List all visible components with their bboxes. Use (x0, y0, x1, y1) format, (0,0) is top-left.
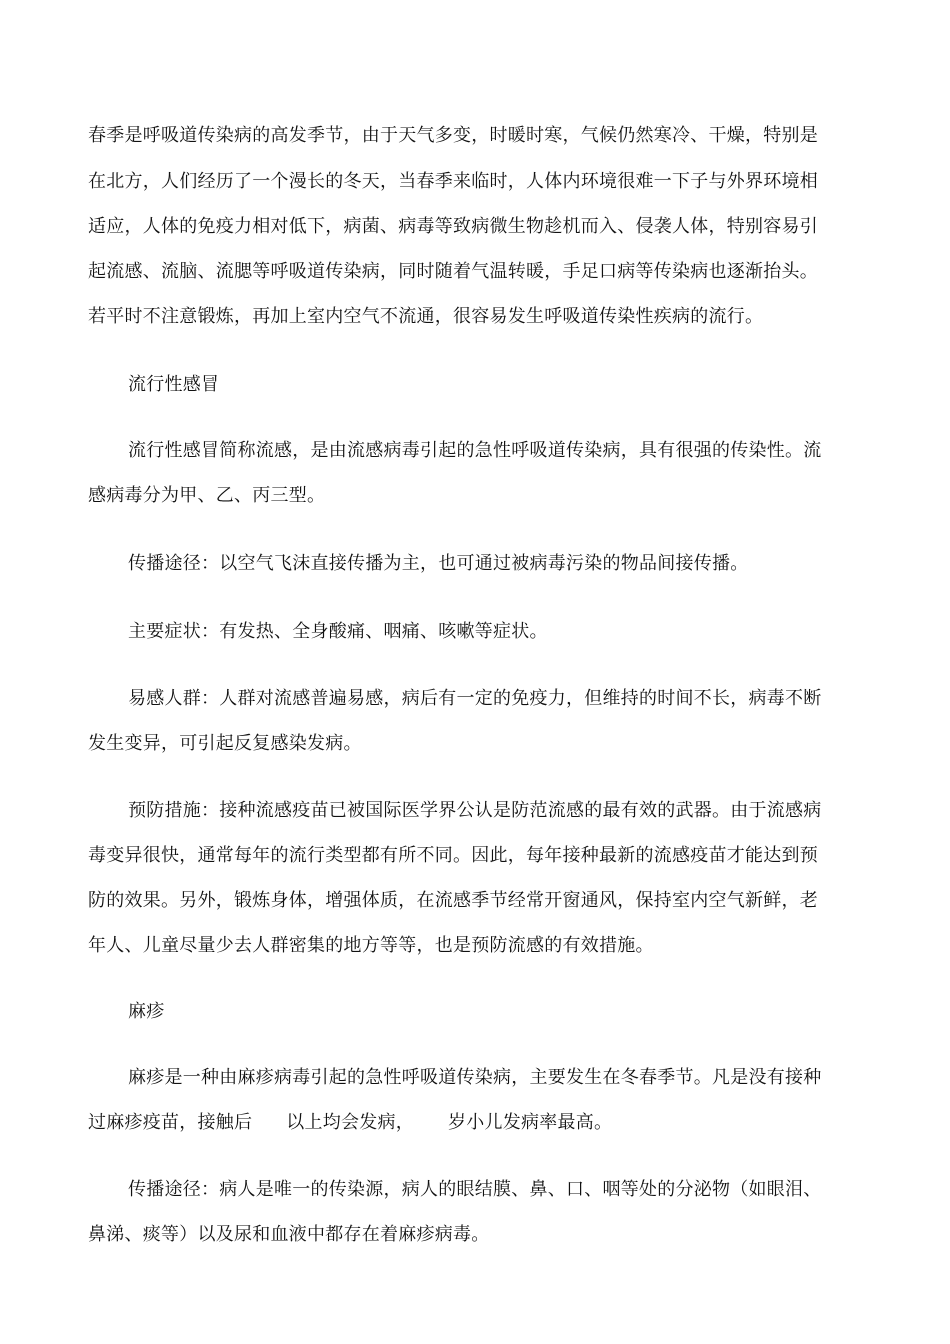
intro-line-4: 起流感、流脑、流腮等呼吸道传染病，同时随着气温转暖，手足口病等传染病也逐渐抬头。 (88, 261, 818, 282)
measles-transmission-line-2: 鼻涕、痰等）以及尿和血液中都存在着麻疹病毒。 (88, 1224, 490, 1245)
intro-line-3: 适应，人体的免疫力相对低下，病菌、病毒等致病微生物趁机而入、侵袭人体，特别容易引 (88, 216, 818, 237)
flu-susceptible-line-1: 易感人群：人群对流感普遍易感，病后有一定的免疫力，但维持的时间不长，病毒不断 (128, 688, 822, 709)
measles-description-line-2 (88, 1111, 612, 1135)
flu-transmission-line-1: 传播途径：以空气飞沫直接传播为主，也可通过被病毒污染的物品间接传播。 (128, 553, 749, 574)
flu-prevention-line-3: 防的效果。另外，锻炼身体，增强体质，在流感季节经常开窗通风，保持室内空气新鲜，老 (88, 890, 818, 911)
flu-symptoms-line-1: 主要症状：有发热、全身酸痛、咽痛、咳嗽等症状。 (128, 621, 548, 642)
intro-line-5: 若平时不注意锻炼，再加上室内空气不流通，很容易发生呼吸道传染性疾病的流行。 (88, 306, 764, 327)
intro-line-2: 在北方，人们经历了一个漫长的冬天，当春季来临时，人体内环境很难一下子与外界环境相 (88, 171, 818, 192)
measles-heading: 麻疹 (128, 1001, 165, 1022)
flu-prevention-line-2: 毒变异很快，通常每年的流行类型都有所不同。因此，每年接种最新的流感疫苗才能达到预 (88, 845, 818, 866)
intro-line-1: 春季是呼吸道传染病的高发季节，由于天气多变，时暖时寒，气候仍然寒冷、干燥，特别是 (88, 125, 818, 146)
flu-prevention-line-4: 年人、儿童尽量少去人群密集的地方等等，也是预防流感的有效措施。 (88, 935, 654, 956)
measles-transmission-line-1: 传播途径：病人是唯一的传染源，病人的眼结膜、鼻、口、咽等处的分泌物（如眼泪、 (128, 1179, 822, 1200)
flu-susceptible-line-2: 发生变异，可引起反复感染发病。 (88, 733, 362, 754)
flu-prevention-line-1: 预防措施：接种流感疫苗已被国际医学界公认是防范流感的最有效的武器。由于流感病 (128, 800, 822, 821)
flu-description-line-1: 流行性感冒简称流感，是由流感病毒引起的急性呼吸道传染病，具有很强的传染性。流 (128, 440, 822, 461)
measles-description-line-2-part-2: 以上均会发病， (286, 1112, 414, 1133)
measles-description-line-2-part-3: 岁小儿发病率最高。 (448, 1112, 613, 1133)
flu-description-line-2: 感病毒分为甲、乙、丙三型。 (88, 485, 326, 506)
measles-description-line-1: 麻疹是一种由麻疹病毒引起的急性呼吸道传染病，主要发生在冬春季节。凡是没有接种 (128, 1067, 822, 1088)
measles-description-line-2-part-1: 过麻疹疫苗，接触后 (88, 1112, 253, 1133)
flu-heading: 流行性感冒 (128, 374, 220, 395)
